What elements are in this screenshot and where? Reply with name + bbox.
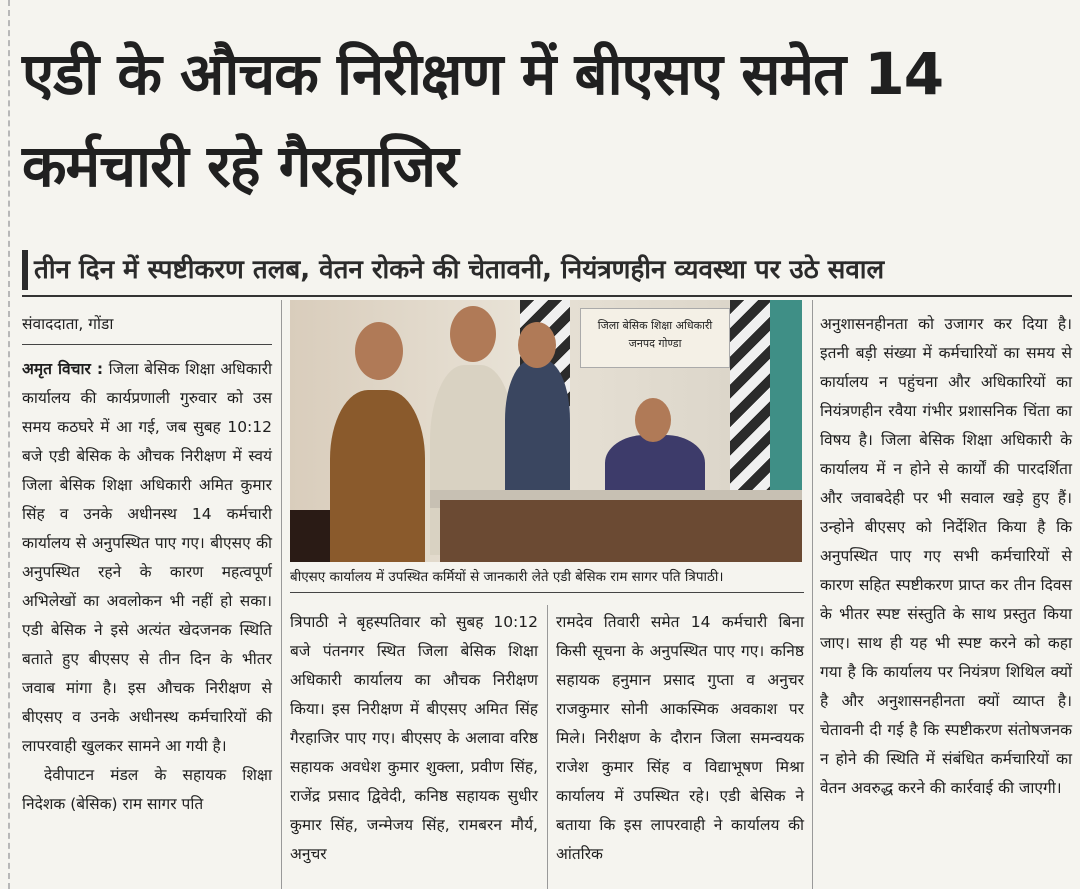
lead-label: अमृत विचार : (22, 360, 104, 378)
person-silhouette (330, 390, 425, 562)
photo-caption: बीएसए कार्यालय में उपस्थित कर्मियों से जानकारी लेते एडी बेसिक राम सागर पति त्रिपाठी। (290, 566, 804, 593)
desk (440, 500, 802, 562)
column-divider (281, 300, 282, 889)
person-head (518, 322, 556, 368)
news-photo (290, 300, 802, 562)
article-column-1 (22, 355, 272, 819)
column1-para2: देवीपाटन मंडल के सहायक शिक्षा निदेशक (बेसिक) राम सागर पति (22, 766, 272, 813)
byline: संवाददाता, गोंडा (22, 310, 272, 345)
person-silhouette (505, 360, 570, 510)
column1-para1: जिला बेसिक शिक्षा अधिकारी कार्यालय की कार्यप्रणाली गुरुवार को उस समय कठघरे में आ गई, जब सुबह 10:12 बजे एडी बेसिक के औचक निरीक्षण में स्वयं जिला बेसिक शिक्षा अधिकारी अमित कुमार सिंह व उनके अधीनस्थ 14 कर्मचारी कार्यालय से अनुपस्थित पाए गए। बीएसए की अनुपस्थित रहने के कारण महत्वपूर्ण अभिलेखों का अवलोकन भी नहीं हो सका। एडी बेसिक ने इसे अत्यंत खेदजनक स्थिति बताते हुए बीएसए से तीन दिन के भीतर जवाब मांगा है। इस औचक निरीक्षण से बीएसए व उनके अधीनस्थ कर्मचारियों की लापरवाही खुलकर सामने आ गयी है। (22, 360, 272, 755)
office-nameplate (580, 308, 730, 368)
column-divider (812, 300, 813, 889)
nameplate-line-2: जनपद गोण्डा (628, 337, 682, 350)
person-head (355, 322, 403, 380)
article-column-3: रामदेव तिवारी समेत 14 कर्मचारी बिना किसी सूचना के अनुपस्थित पाए गए। कनिष्ठ सहायक हनुमान प्रसाद गुप्ता व अनुचर राजकुमार सोनी आकस्मिक अवकाश पर मिले। निरीक्षण के दौरान जिला समन्वयक राजेश कुमार सिंह व विद्याभूषण मिश्रा कार्यालय में उपस्थित रहे। एडी बेसिक ने बताया कि इस लापरवाही ने कार्यालय की आंतरिक (556, 613, 804, 863)
photo-pillar (730, 300, 770, 510)
photo-door (770, 300, 802, 500)
subheadline: तीन दिन में स्पष्टीकरण तलब, वेतन रोकने की चेतावनी, नियंत्रणहीन व्यवस्था पर उठे सवाल (22, 250, 1072, 290)
header-rule (22, 295, 1072, 297)
person-head (635, 398, 671, 442)
column-divider (547, 605, 548, 889)
headline: एडी के औचक निरीक्षण में बीएसए समेत 14 कर्मचारी रहे गैरहाजिर (22, 40, 944, 200)
nameplate-line-1: जिला बेसिक शिक्षा अधिकारी (597, 319, 713, 332)
article-column-2: त्रिपाठी ने बृहस्पतिवार को सुबह 10:12 बजे पंतनगर स्थित जिला बेसिक शिक्षा अधिकारी कार्यालय का औचक निरीक्षण किया। इस निरीक्षण में बीएसए अमित सिंह गैरहाजिर पाए गए। बीएसए के अलावा वरिष्ठ सहायक अवधेश कुमार शुक्ला, प्रवीण सिंह, राजेंद्र प्रसाद द्विवेदी, कनिष्ठ सहायक सुधीर कुमार सिंह, जन्मेजय सिंह, रामबरन मौर्य, अनुचर (290, 613, 538, 863)
clipping-edge (8, 0, 10, 889)
person-head (450, 306, 496, 362)
chair (290, 510, 330, 562)
article-column-4: अनुशासनहीनता को उजागर कर दिया है। इतनी बड़ी संख्या में कर्मचारियों का समय से कार्यालय न पहुंचना और अधिकारियों का नियंत्रणहीन रवैया गंभीर प्रशासनिक चिंता का विषय है। जिला बेसिक शिक्षा अधिकारी के कार्यालय में न होने से कार्यों की पारदर्शिता और जवाबदेही पर भी सवाल खड़े हुए हैं। उन्होने बीएसए को निर्देशित किया है कि अनुपस्थित पाए गए सभी कर्मचारियों से कारण सहित स्पष्टीकरण प्राप्त कर तीन दिवस के भीतर स्पष्ट संस्तुति के साथ प्रस्तुत किया जाए। साथ ही यह भी स्पष्ट करने को कहा गया है कि कार्यालय पर नियंत्रण शिथिल क्यों है और अनुशासनहीनता क्यों व्याप्त है। चेतावनी दी गई है कि स्पष्टीकरण संतोषजनक न होने की स्थिति में संबंधित कर्मचारियों का वेतन अवरुद्ध करने की कार्रवाई की जाएगी। (820, 315, 1072, 797)
